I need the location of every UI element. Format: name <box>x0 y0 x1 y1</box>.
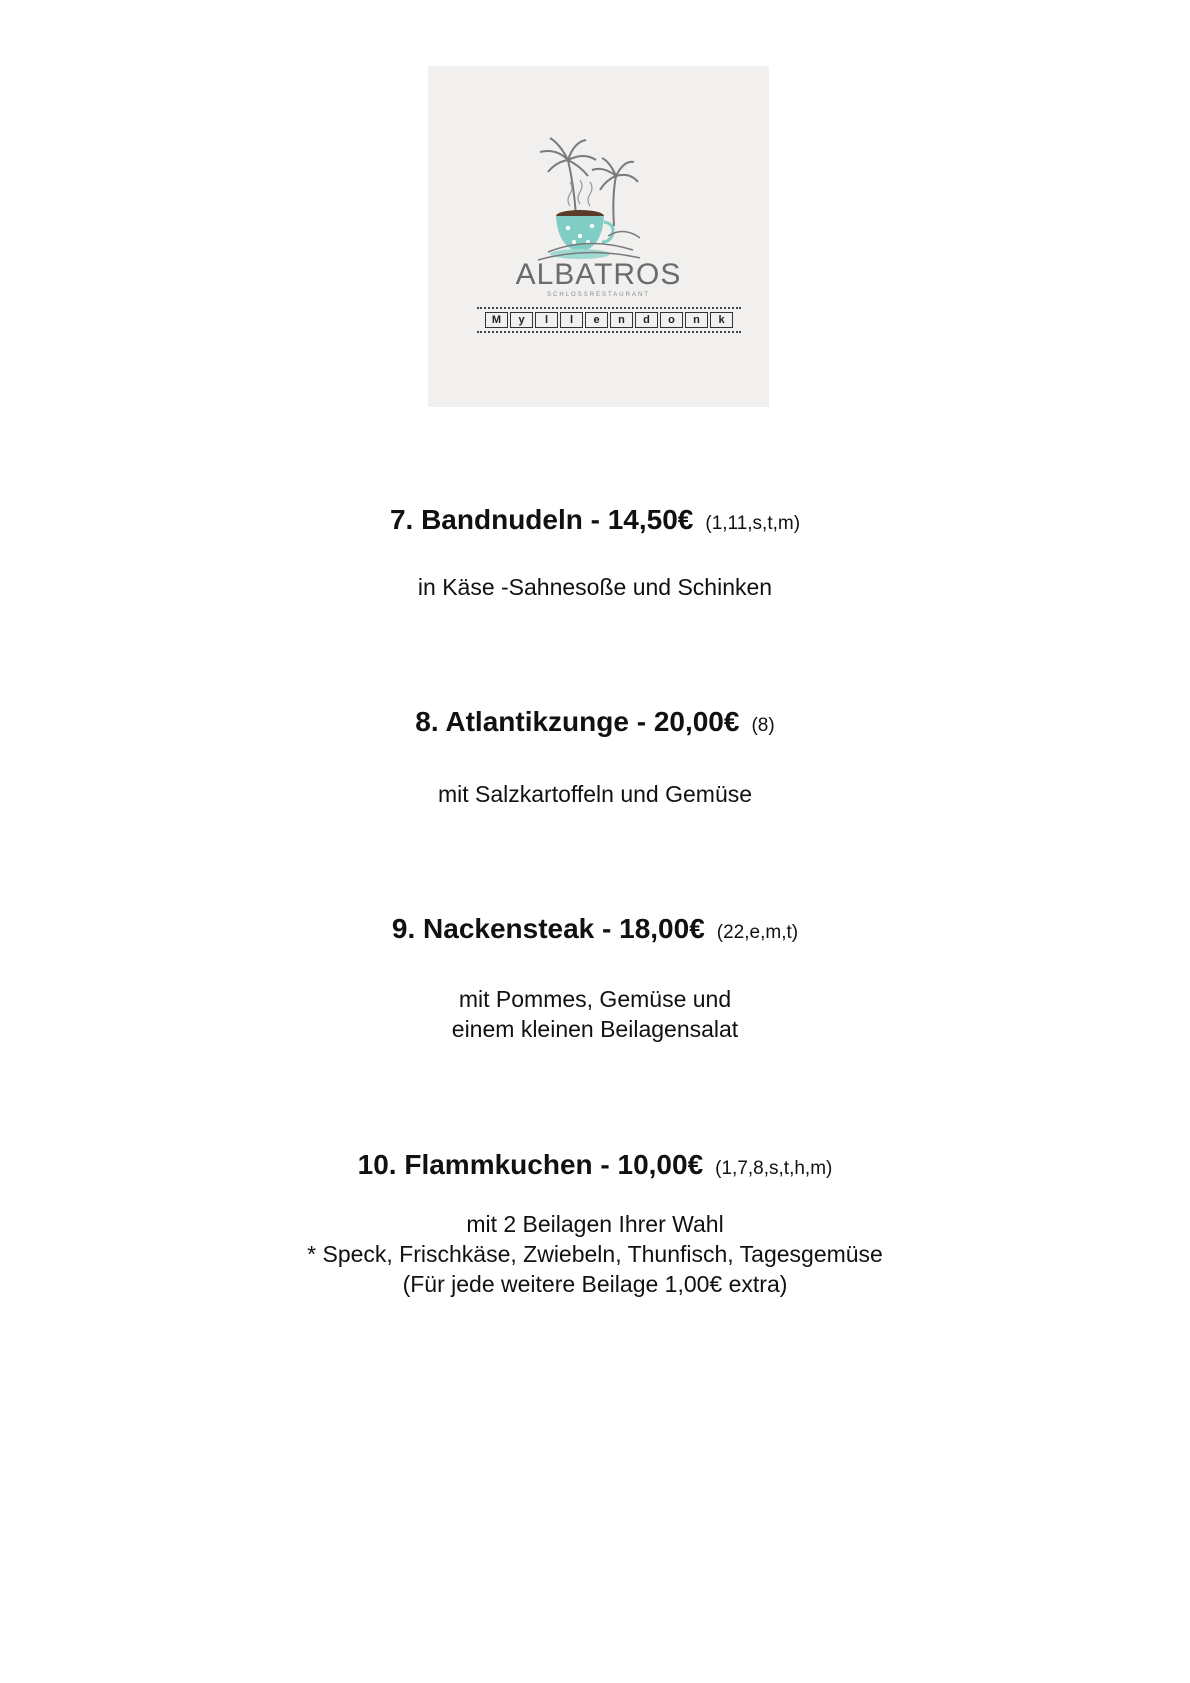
description-line: mit Pommes, Gemüse und <box>458 986 732 1012</box>
menu-item <box>0 1149 1190 1181</box>
menu-item <box>0 706 1190 738</box>
restaurant-logo <box>428 66 769 407</box>
name-letter: d <box>635 312 658 328</box>
name-letter: n <box>685 312 708 328</box>
description-line: mit Salzkartoffeln und Gemüse <box>437 781 753 807</box>
logo-illustration <box>428 66 769 407</box>
allergen-codes: (22,e,m,t) <box>716 922 799 943</box>
dish-description <box>0 572 1190 602</box>
name-letter: n <box>610 312 633 328</box>
name-letter: y <box>510 312 533 328</box>
allergen-codes: (8) <box>751 715 775 736</box>
description-line: mit 2 Beilagen Ihrer Wahl <box>466 1211 724 1237</box>
location-name-strip <box>477 307 741 333</box>
description-line: * Speck, Frischkäse, Zwiebeln, Thunfisch, Tagesgemüse <box>307 1241 883 1267</box>
allergen-codes: (1,11,s,t,m) <box>705 513 801 534</box>
name-letter: l <box>535 312 558 328</box>
dish-description <box>0 1209 1190 1299</box>
dish-title: 10. Flammkuchen - 10,00€ <box>357 1149 704 1180</box>
dish-title: 8. Atlantikzunge - 20,00€ <box>415 706 740 737</box>
name-letter: M <box>485 312 508 328</box>
palm-tree-icon <box>540 138 596 216</box>
coffee-cup-icon <box>550 210 613 259</box>
name-letter: l <box>560 312 583 328</box>
allergen-codes: (1,7,8,s,t,h,m) <box>715 1158 833 1179</box>
dish-description <box>0 779 1190 809</box>
menu-item <box>0 913 1190 945</box>
description-line: in Käse -Sahnesoße und Schinken <box>417 574 773 600</box>
brand-name: ALBATROS <box>515 258 682 291</box>
dish-title: 7. Bandnudeln - 14,50€ <box>389 504 694 535</box>
description-line: einem kleinen Beilagensalat <box>451 1016 739 1042</box>
brand-tagline: SCHLOSSRESTAURANT <box>547 292 650 298</box>
name-letter: k <box>710 312 733 328</box>
description-line: (Für jede weitere Beilage 1,00€ extra) <box>402 1271 788 1297</box>
menu-item <box>0 504 1190 536</box>
name-letter: e <box>585 312 608 328</box>
dish-title: 9. Nackensteak - 18,00€ <box>391 913 705 944</box>
dish-description <box>0 984 1190 1044</box>
name-letter: o <box>660 312 683 328</box>
